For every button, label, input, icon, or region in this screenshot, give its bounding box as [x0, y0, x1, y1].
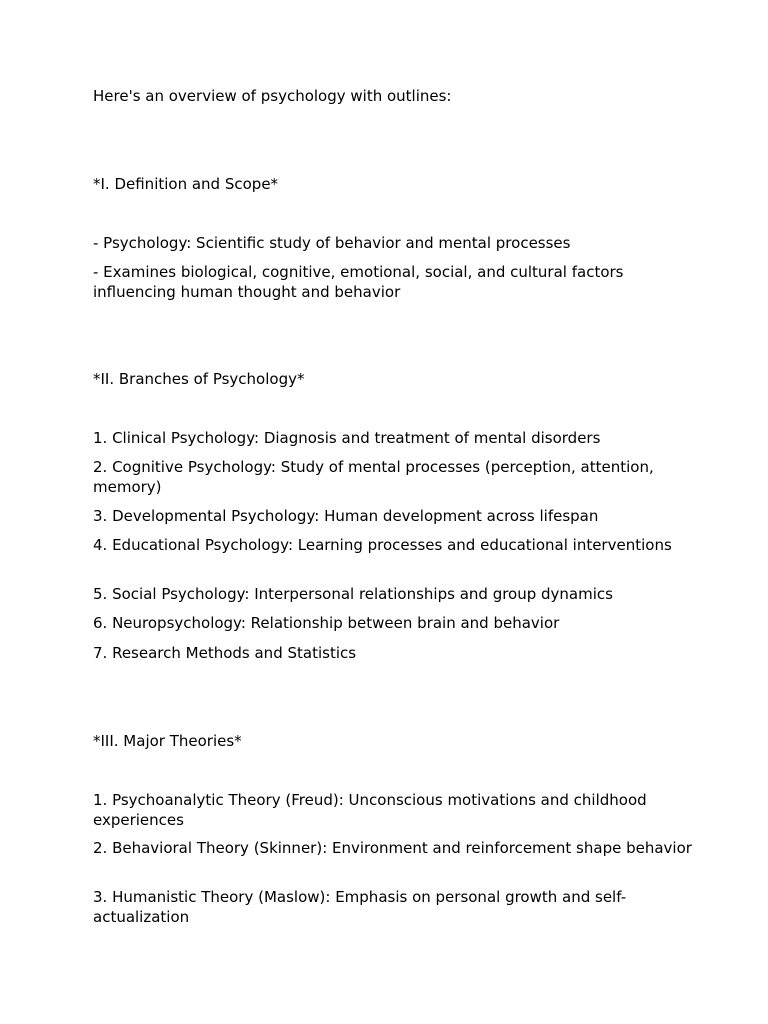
list-item: 3. Developmental Psychology: Human development across lifespan	[93, 507, 599, 525]
section-heading: *III. Major Theories*	[93, 732, 242, 750]
list-item: - Psychology: Scientific study of behavior and mental processes	[93, 234, 571, 252]
section-heading: *I. Definition and Scope*	[93, 175, 279, 193]
list-item: 2. Cognitive Psychology: Study of mental processes (perception, attention, memory)	[93, 458, 654, 496]
list-item: 1. Psychoanalytic Theory (Freud): Unconscious motivations and childhood experiences	[93, 791, 647, 829]
list-item: 3. Humanistic Theory (Maslow): Emphasis on personal growth and self-actualization	[93, 888, 627, 926]
list-item: - Examines biological, cognitive, emotional, social, and cultural factors influencing human thought and behavior	[93, 263, 624, 301]
list-item: 5. Social Psychology: Interpersonal relationships and group dynamics	[93, 585, 613, 603]
list-item: 6. Neuropsychology: Relationship between brain and behavior	[93, 614, 560, 632]
intro-text: Here's an overview of psychology with outlines:	[93, 87, 452, 105]
list-item: 4. Educational Psychology: Learning processes and educational interventions	[93, 536, 672, 554]
section-heading: *II. Branches of Psychology*	[93, 370, 305, 388]
list-item: 1. Clinical Psychology: Diagnosis and treatment of mental disorders	[93, 429, 601, 447]
list-item: 7. Research Methods and Statistics	[93, 644, 357, 662]
list-item: 2. Behavioral Theory (Skinner): Environment and reinforcement shape behavior	[93, 839, 692, 857]
